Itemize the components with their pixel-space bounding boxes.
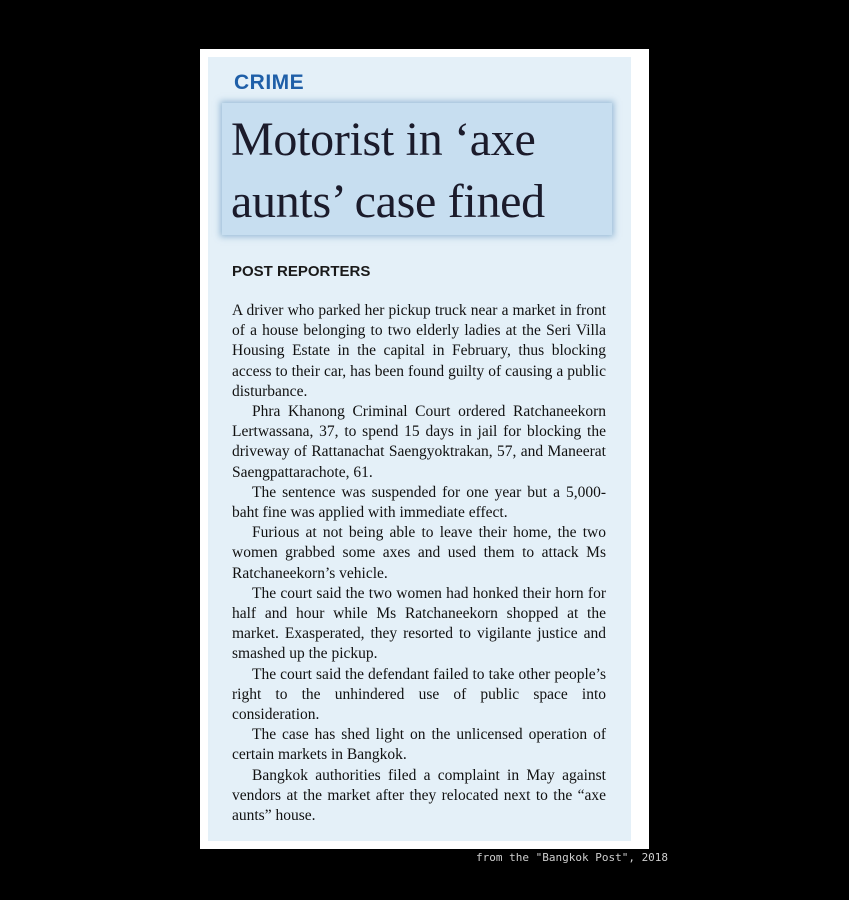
paragraph: The court said the defendant failed to take other people’s right to the unhindered use of public space into consideration. xyxy=(232,665,606,724)
article-body xyxy=(232,301,606,826)
paragraph: The case has shed light on the unlicensed operation of certain markets in Bangkok. xyxy=(232,726,606,764)
headline-line-2: aunts’ case fined xyxy=(231,175,545,228)
paragraph: A driver who parked her pickup truck near a market in front of a house belonging to two elderly ladies at the Seri Villa Housing Estate in the capital in February, thus blocking access to their car, has been found guilty of causing a public disturbance. xyxy=(232,302,606,400)
source-credit: from the "Bangkok Post", 2018 xyxy=(476,851,669,864)
headline xyxy=(231,109,611,233)
paragraph: Bangkok authorities filed a complaint in May against vendors at the market after they relocated next to the “axe aunts” house. xyxy=(232,766,606,825)
paragraph: Phra Khanong Criminal Court ordered Ratchaneekorn Lertwassana, 37, to spend 15 days in jail for blocking the driveway of Rattanachat Saengyoktrakan, 57, and Maneerat Saengpattarachote, 61. xyxy=(232,403,606,481)
newspaper-clipping xyxy=(200,49,649,849)
paragraph: The court said the two women had honked their horn for half and hour while Ms Ratchaneekorn shopped at the market. Exasperated, they resorted to vigilante justice and smashed up the pickup. xyxy=(232,584,606,663)
paragraph: Furious at not being able to leave their home, the two women grabbed some axes and used them to attack Ms Ratchaneekorn’s vehicle. xyxy=(232,524,606,582)
paragraph: The sentence was suspended for one year but a 5,000-baht fine was applied with immediate effect. xyxy=(232,483,606,522)
section-label: CRIME xyxy=(234,71,305,94)
headline-box xyxy=(222,103,612,235)
byline: POST REPORTERS xyxy=(232,263,371,280)
article-panel xyxy=(208,57,631,841)
headline-line-1: Motorist in ‘axe xyxy=(231,113,536,166)
